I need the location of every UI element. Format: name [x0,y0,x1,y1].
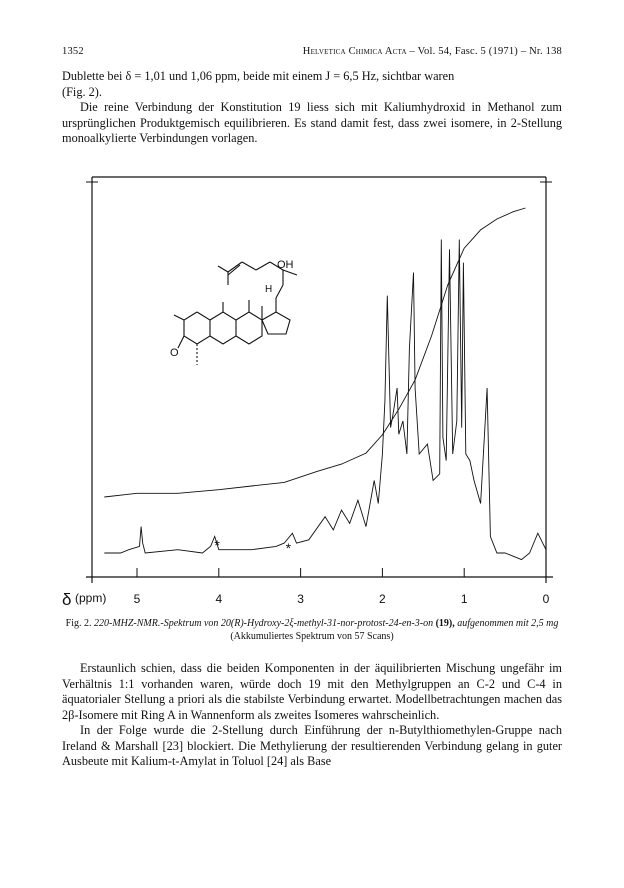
h-label: H [265,284,273,295]
delta-symbol: δ [62,590,72,609]
x-tick-label: 5 [133,592,141,606]
paragraph: Erstaunlich schien, dass die beiden Komponenten in der äquilibrierten Mischung ungefähr im Verhältnis 1:1 vorhanden waren, würde doch 19 mit den Methylgruppen an C-2 und C-4 in äquatorialer Stellung a priori als die stabilste Verbindung erwartet. Modellbetrachtungen machen das 2β-Isomere mit Ring A in Wannenform als zweites Isomeres wahrscheinlich. [62,661,562,722]
x-tick-label: 1 [460,592,468,606]
text-line: Dublette bei δ = 1,01 und 1,06 ppm, beide mit einem J = 6,5 Hz, sichtbar waren [62,69,455,83]
text-line: (Fig. 2). [62,84,102,99]
paragraph: In der Folge wurde die 2-Stellung durch Einführung der n-Butylthiomethylen-Gruppe nach Ireland & Marshall [23] blockiert. Die Methylierung der resultierenden Verbindung gelang in guter Ausbeute mit Kalium-t-Amylat in Toluol [24] als Base [62,723,562,768]
ppm-unit-label: (ppm) [75,591,107,605]
asterisk-annotation: * [285,540,292,556]
annotation-asterisks [214,537,291,556]
x-axis-ticks [134,568,550,606]
journal-name: Helvetica Chimica Acta [302,46,407,57]
paragraph: Die reine Verbindung der Konstitution 19 liess sich mit Kaliumhydroxid in Methanol zum ursprünglichen Produktgemisch equilibrieren. Es stand damit fest, dass zwei isomere, in 2-Stellung monoalkylierte Verbindungen vorlagen. [62,100,562,145]
x-tick-label: 2 [379,592,386,606]
caption-title: 220-MHZ-NMR.-Spektrum von 20(R)-Hydroxy-2ξ-methyl-31-nor-protost-24-en-3-on [93,618,434,629]
figure-caption [62,617,562,643]
caption-compound: (19), [435,618,455,629]
spectrum-trace [104,240,546,560]
page-number: 1352 [62,46,84,57]
bottom-paragraphs [62,661,562,770]
x-tick-label: 0 [542,592,550,606]
caption-prefix: Fig. 2. [65,618,92,629]
axis-unit [62,590,106,609]
volume-info: – Vol. 54, Fasc. 5 (1971) – Nr. 138 [409,46,562,57]
caption-amount: aufgenommen mit 2,5 mg [457,618,559,629]
oh-label: OH [277,259,294,271]
caption-note: (Akkumuliertes Spektrum von 57 Scans) [230,631,394,642]
asterisk-annotation: * [214,537,220,553]
structure-formula [174,262,297,365]
x-tick-label: 4 [215,592,223,606]
x-tick-label: 3 [297,592,304,606]
carbonyl-o-label: O [170,347,179,359]
plot-frame [86,177,553,583]
